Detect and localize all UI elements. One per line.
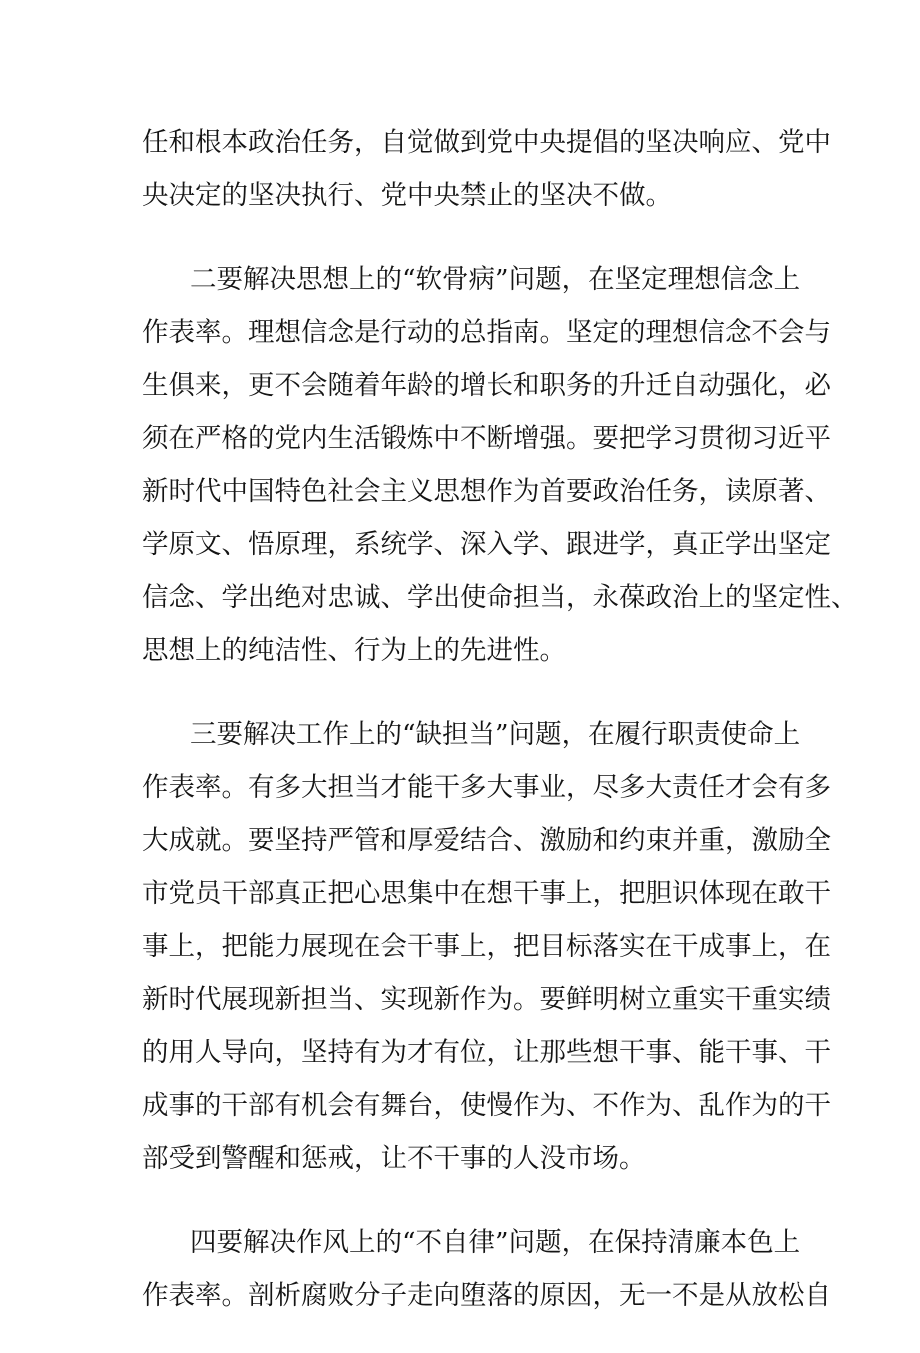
text-line: 作表率。理想信念是行动的总指南。坚定的理想信念不会与	[142, 317, 831, 348]
paragraph-4	[142, 1216, 831, 1322]
text-line: 任和根本政治任务，自觉做到党中央提倡的坚决响应、党中	[142, 127, 831, 158]
text-line: 信念、学出绝对忠诚、学出使命担当，永葆政治上的坚定性、	[142, 582, 858, 613]
text-line: 作表率。有多大担当才能干多大事业，尽多大责任才会有多	[142, 772, 831, 803]
text-line: 学原文、悟原理，系统学、深入学、跟进学，真正学出坚定	[142, 529, 831, 560]
paragraph-2	[142, 253, 858, 677]
text-line: 大成就。要坚持严管和厚爱结合、激励和约束并重，激励全	[142, 825, 831, 856]
text-line: 新时代展现新担当、实现新作为。要鲜明树立重实干重实绩	[142, 984, 831, 1015]
text-line: 思想上的纯洁性、行为上的先进性。	[142, 635, 566, 666]
text-line: 事上，把能力展现在会干事上，把目标落实在干成事上，在	[142, 931, 831, 962]
text-line: 生俱来，更不会随着年龄的增长和职务的升迁自动强化，必	[142, 370, 831, 401]
text-line: 二要解决思想上的“软骨病”问题，在坚定理想信念上	[190, 264, 801, 295]
text-line: 成事的干部有机会有舞台，使慢作为、不作为、乱作为的干	[142, 1090, 831, 1121]
text-line: 三要解决工作上的“缺担当”问题，在履行职责使命上	[190, 719, 801, 750]
paragraph-1	[142, 116, 831, 222]
text-line: 新时代中国特色社会主义思想作为首要政治任务，读原著、	[142, 476, 831, 507]
text-line: 市党员干部真正把心思集中在想干事上，把胆识体现在敢干	[142, 878, 831, 909]
text-line: 须在严格的党内生活锻炼中不断增强。要把学习贯彻习近平	[142, 423, 831, 454]
document-body	[142, 116, 858, 1353]
text-line: 央决定的坚决执行、党中央禁止的坚决不做。	[142, 180, 672, 211]
text-line: 作表率。剖析腐败分子走向堕落的原因，无一不是从放松自	[142, 1280, 831, 1311]
paragraph-3	[142, 708, 831, 1185]
text-line: 的用人导向，坚持有为才有位，让那些想干事、能干事、干	[142, 1037, 831, 1068]
text-line: 四要解决作风上的“不自律”问题，在保持清廉本色上	[190, 1227, 801, 1258]
text-line: 部受到警醒和惩戒，让不干事的人没市场。	[142, 1143, 646, 1174]
